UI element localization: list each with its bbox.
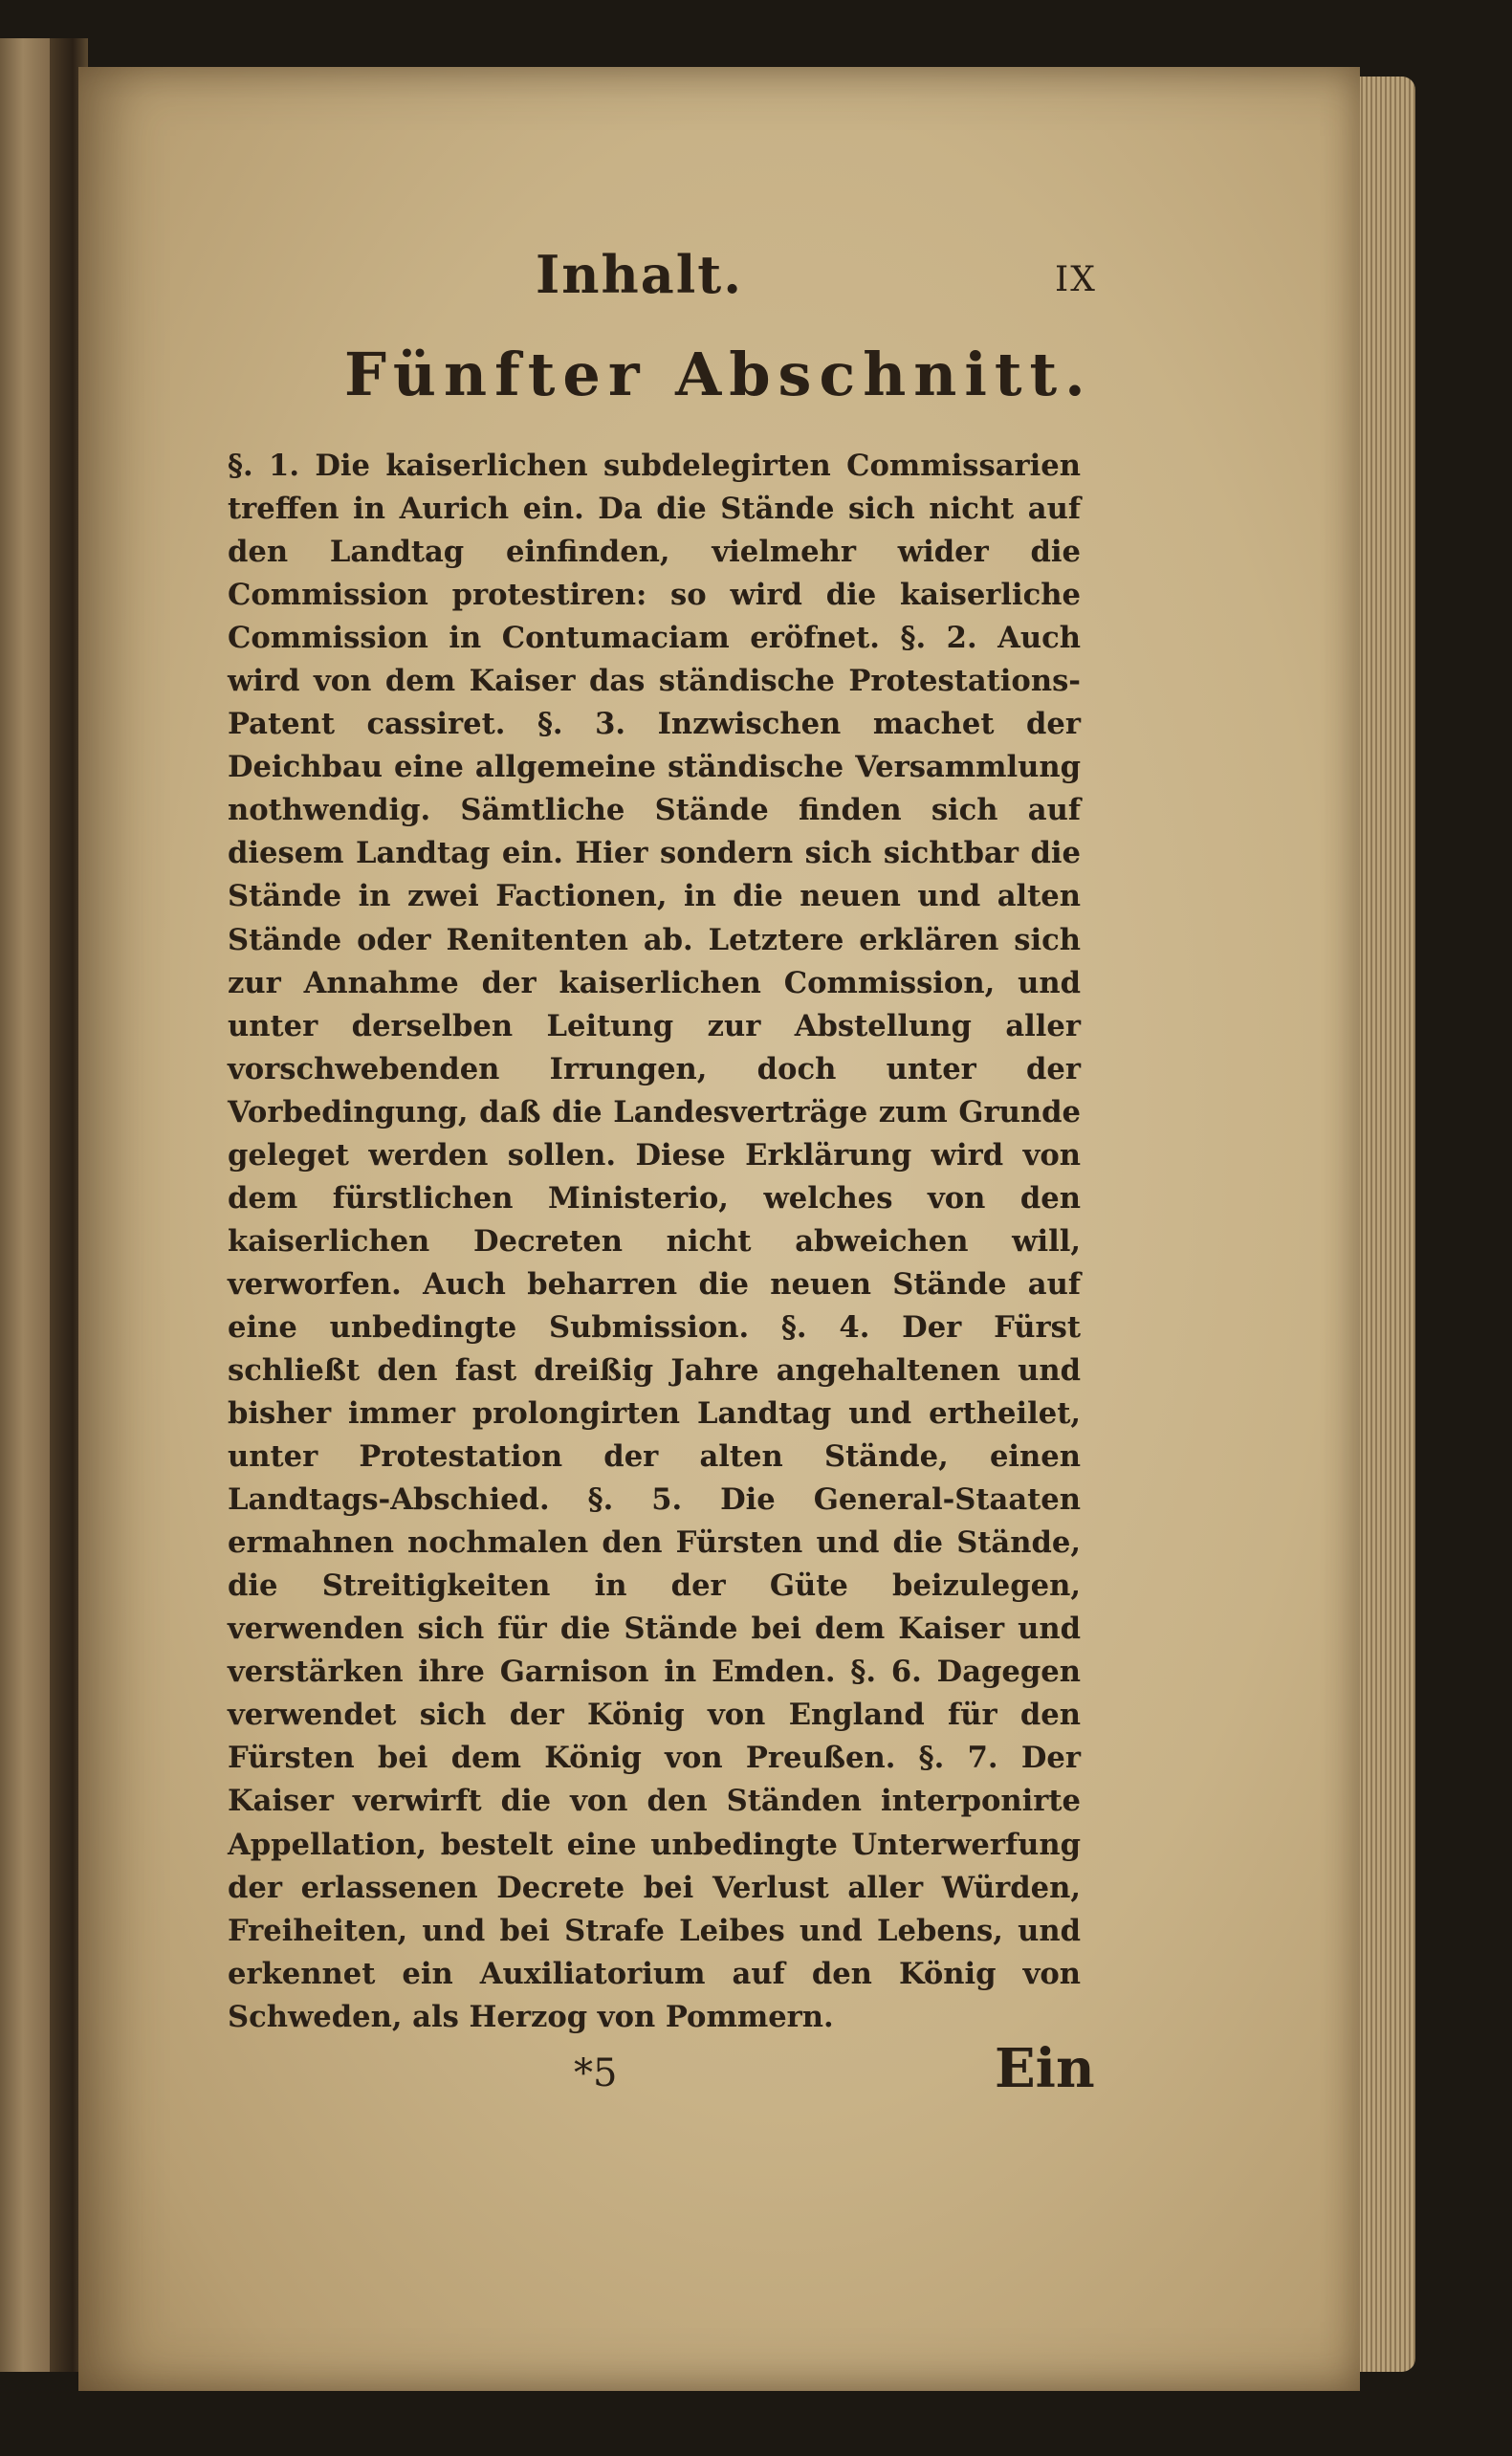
left-page-edge bbox=[0, 38, 57, 2372]
signature-mark: *5 bbox=[574, 2051, 618, 2095]
summary-paragraph: §. 1. Die kaiserlichen subdelegirten Commissarien treffen in Aurich ein. Da die Stände sich nicht auf den Landtag einfinden, vielmehr wider die Commission protestiren: so wird die kaiserliche Commission in Contumaciam eröfnet. §. 2. Auch wird von dem Kaiser das ständische Protestations-Patent cassiret. §. 3. Inzwischen machet der Deichbau eine allgemeine ständische Versammlung nothwendig. Sämtliche Stände finden sich auf diesem Landtag ein. Hier sondern sich sichtbar die Stände in zwei Factionen, in die neuen und alten Stände oder Renitenten ab. Letztere erklären sich zur Annahme der kaiserlichen Commission, und unter derselben Leitung zur Abstellung aller vorschwebenden Irrungen, doch unter der Vorbedingung, daß die Landesverträge zum Grunde geleget werden sollen. Diese Erklärung wird von dem fürstlichen Ministerio, welches von den kaiserlichen Decreten nicht abweichen will, verworfen. Auch beharren die neuen Stände auf eine unbedingte Submission. §. 4. Der Fürst schließt den fast dreißig Jahre angehaltenen und bisher immer prolongirten Landtag und ertheilet, unter Protestation der alten Stände, einen Landtags-Abschied. §. 5. Die General-Staaten ermahnen nochmalen den Fürsten und die Stände, die Streitigkeiten in der Güte beizulegen, verwenden sich für die Stände bei dem Kaiser und verstärken ihre Garnison in Emden. §. 6. Dagegen verwendet sich der König von England für den Fürsten bei dem König von Preußen. §. 7. Der Kaiser verwirft die von den Ständen interponirte Appellation, bestelt eine unbedingte Unterwerfung der erlassenen Decrete bei Verlust aller Würden, Freiheiten, und bei Strafe Leibes und Lebens, und erkennet ein Auxiliatorium auf den König von Schweden, als Herzog von Pommern. bbox=[228, 449, 1081, 2034]
page-number: IX bbox=[1055, 260, 1097, 299]
catchword: Ein bbox=[995, 2037, 1095, 2100]
running-head: Inhalt. bbox=[536, 244, 744, 305]
section-title: Fünfter Abschnitt. bbox=[344, 340, 1093, 409]
